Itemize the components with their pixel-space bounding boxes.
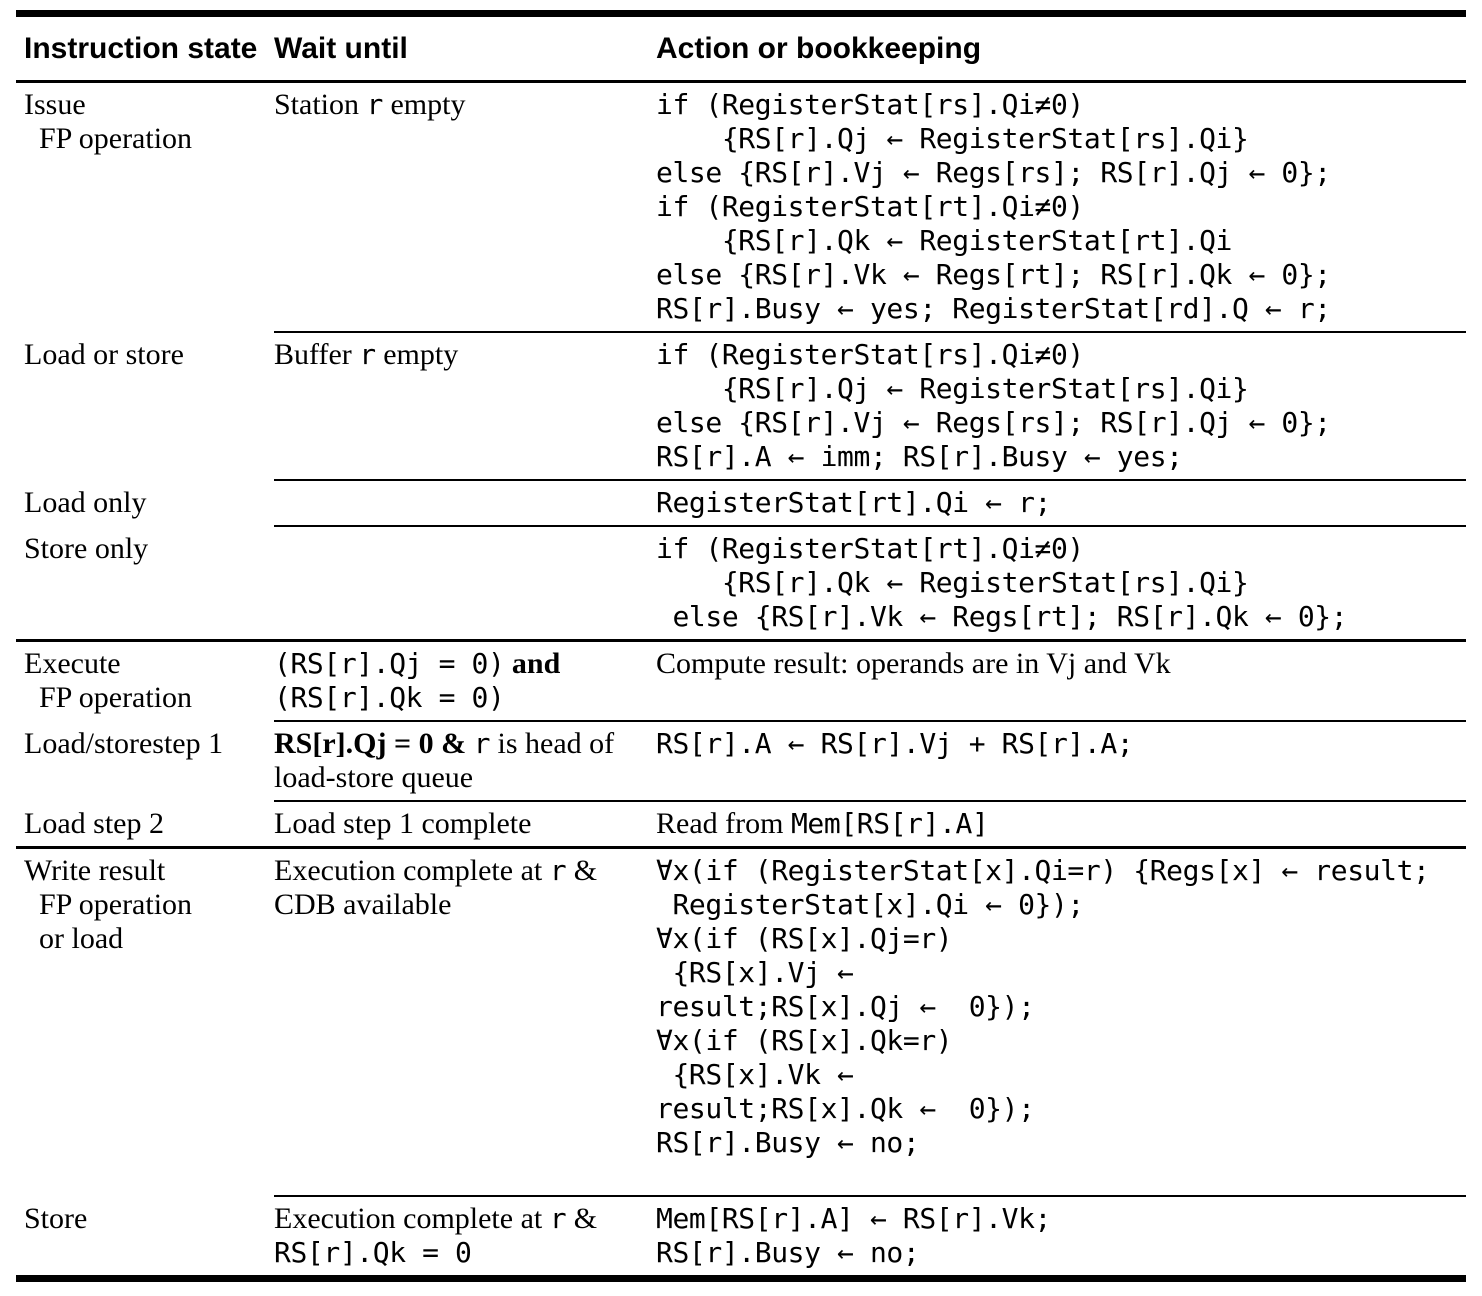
action-line: [656, 372, 1466, 406]
table-bottom-rule: [16, 1275, 1466, 1282]
code-text: if (RegisterStat[rs].Qi≠0): [656, 88, 1084, 121]
label-text: and: [504, 647, 561, 680]
label-text: empty: [375, 338, 459, 371]
action-line: [656, 1024, 1466, 1058]
action-line: [656, 566, 1466, 600]
state-cell: [16, 727, 274, 795]
code-text: else {RS[r].Vk ← Regs[rt]; RS[r].Qk ← 0};: [656, 600, 1348, 633]
code-text: result;RS[x].Qj ← 0});: [656, 990, 1035, 1023]
action-line: [656, 1236, 1466, 1270]
code-text: RegisterStat[rt].Qi ← r;: [656, 486, 1051, 519]
action-line: [656, 292, 1466, 326]
code-text: ∀x(if (RS[x].Qj=r): [656, 922, 953, 955]
action-cell: [656, 338, 1466, 474]
action-line: [656, 190, 1466, 224]
state-cell: [16, 854, 274, 1160]
label-text: Execution complete at: [274, 854, 550, 887]
action-cell: [656, 647, 1466, 715]
table-rows: [16, 83, 1466, 1275]
wait-line: [274, 88, 656, 122]
state-line: FP operation: [39, 122, 193, 155]
wait-cell: [274, 727, 656, 795]
code-text: r: [473, 727, 491, 760]
code-text: RS[r].Qk = 0: [274, 1236, 472, 1269]
action-line: [656, 1058, 1466, 1092]
label-text: is head of load-store queue: [274, 727, 615, 794]
action-line: [656, 440, 1466, 474]
action-line: [656, 922, 1466, 956]
action-line: [656, 1092, 1466, 1126]
state-line: or load: [39, 922, 124, 955]
wait-line: [274, 1236, 656, 1270]
action-line: [656, 854, 1466, 888]
action-cell: [656, 486, 1466, 520]
wait-cell: [274, 338, 656, 474]
code-text: (RS[r].Qk = 0): [274, 681, 505, 714]
wait-line: [274, 727, 656, 795]
wait-cell: [274, 532, 656, 634]
code-text: r: [549, 1202, 567, 1235]
wait-cell: [274, 1202, 656, 1270]
label-text: Compute result: operands are in Vj and Vk: [656, 647, 1171, 680]
code-text: RS[r].A ← imm; RS[r].Busy ← yes;: [656, 440, 1183, 473]
label-text: empty: [382, 88, 466, 121]
table-row: [16, 722, 1466, 800]
table-row: [16, 1197, 1466, 1275]
label-text: & CDB available: [274, 854, 598, 921]
table-top-rule: [16, 10, 1466, 17]
wait-cell: [274, 647, 656, 715]
label-text: Load step 1 complete: [274, 807, 532, 840]
action-line: [656, 88, 1466, 122]
action-cell: [656, 807, 1466, 841]
state-cell: [16, 647, 274, 715]
state-line: Store only: [24, 532, 149, 565]
action-line: [656, 807, 1466, 841]
state-cell: [16, 532, 274, 634]
wait-cell: [274, 854, 656, 1160]
code-text: r: [366, 88, 383, 121]
action-line: [656, 956, 1466, 990]
state-line: Store: [24, 1202, 88, 1235]
state-line: FP operation: [39, 888, 193, 921]
table-row: [16, 802, 1466, 846]
label-text: Buffer: [274, 338, 360, 371]
code-text: {RS[r].Qj ← RegisterStat[rs].Qi}: [656, 372, 1249, 405]
code-text: ∀x(if (RegisterStat[x].Qi=r) {Regs[x] ← result;: [656, 854, 1430, 887]
table-row: [16, 481, 1466, 525]
state-cell: [16, 338, 274, 474]
action-line: [656, 338, 1466, 372]
code-text: {RS[x].Vk ←: [656, 1058, 854, 1091]
action-line: [656, 888, 1466, 922]
code-text: (RS[r].Qj = 0): [274, 647, 505, 680]
action-line: [656, 156, 1466, 190]
state-line: Load or store: [24, 338, 184, 371]
code-text: else {RS[r].Vj ← Regs[rs]; RS[r].Qj ← 0};: [656, 156, 1331, 189]
wait-cell: [274, 88, 656, 326]
state-line: Load/storestep 1: [24, 727, 224, 760]
code-text: RS[r].Busy ← no;: [656, 1126, 920, 1159]
state-cell: [16, 88, 274, 326]
state-line: Execute: [24, 647, 121, 680]
action-line: [656, 600, 1466, 634]
code-text: r: [359, 338, 376, 371]
action-cell: [656, 854, 1466, 1160]
code-text: if (RegisterStat[rs].Qi≠0): [656, 338, 1084, 371]
state-cell: [16, 1202, 274, 1270]
wait-line: [274, 338, 656, 372]
action-cell: [656, 532, 1466, 634]
wait-line: [274, 647, 656, 681]
wait-line: [274, 681, 656, 715]
action-line: [656, 532, 1466, 566]
state-cell: [16, 807, 274, 841]
table-row: [16, 333, 1466, 479]
action-cell: [656, 88, 1466, 326]
code-text: RS[r].Busy ← yes; RegisterStat[rd].Q ← r;: [656, 292, 1331, 325]
wait-line: [274, 854, 656, 922]
state-line: Issue: [24, 88, 86, 121]
code-text: {RS[x].Vj ←: [656, 956, 854, 989]
table-row: [16, 527, 1466, 639]
code-text: {RS[r].Qj ← RegisterStat[rs].Qi}: [656, 122, 1249, 155]
action-line: [656, 406, 1466, 440]
state-line: Load step 2: [24, 807, 164, 840]
label-text: &: [566, 1202, 598, 1235]
action-line: [656, 122, 1466, 156]
code-text: RS[r].A ← RS[r].Vj + RS[r].A;: [656, 727, 1134, 760]
action-line: [656, 224, 1466, 258]
column-header-wait-until: Wait until: [274, 32, 408, 65]
code-text: RegisterStat[x].Qi ← 0});: [656, 888, 1084, 921]
state-line: Load only: [24, 486, 147, 519]
action-line: [656, 258, 1466, 292]
code-text: if (RegisterStat[rt].Qi≠0): [656, 532, 1084, 565]
action-line: [656, 1202, 1466, 1236]
wait-cell: [274, 486, 656, 520]
wait-line: [274, 807, 656, 841]
code-text: Mem[RS[r].A]: [790, 807, 989, 840]
code-text: result;RS[x].Qk ← 0});: [656, 1092, 1035, 1125]
state-line: FP operation: [39, 681, 193, 714]
action-line: [656, 647, 1466, 681]
code-text: {RS[r].Qk ← RegisterStat[rs].Qi}: [656, 566, 1249, 599]
action-cell: [656, 1202, 1466, 1270]
state-cell: [16, 486, 274, 520]
code-text: else {RS[r].Vj ← Regs[rs]; RS[r].Qj ← 0};: [656, 406, 1331, 439]
code-text: r: [549, 854, 567, 887]
code-text: ∀x(if (RS[x].Qk=r): [656, 1024, 953, 1057]
table-row: [16, 83, 1466, 331]
code-text: Mem[RS[r].A] ← RS[r].Vk;: [656, 1202, 1051, 1235]
action-cell: [656, 727, 1466, 795]
code-text: else {RS[r].Vk ← Regs[rt]; RS[r].Qk ← 0};: [656, 258, 1331, 291]
action-line: [656, 486, 1466, 520]
wait-cell: [274, 807, 656, 841]
action-line: [656, 727, 1466, 761]
code-text: RS[r].Busy ← no;: [656, 1236, 920, 1269]
action-line: [656, 1126, 1466, 1160]
table-row: [16, 849, 1466, 1195]
wait-line: [274, 1202, 656, 1236]
action-line: [656, 990, 1466, 1024]
label-text: Execution complete at: [274, 1202, 550, 1235]
code-text: {RS[r].Qk ← RegisterStat[rt].Qi: [656, 224, 1233, 257]
label-text: Read from: [656, 807, 791, 840]
label-text: Station: [274, 88, 367, 121]
label-text: RS[r].Qj = 0 &: [274, 727, 474, 760]
column-header-instruction-state: Instruction state: [24, 32, 258, 65]
code-text: if (RegisterStat[rt].Qi≠0): [656, 190, 1084, 223]
column-header-action-or-bookkeeping: Action or bookkeeping: [656, 32, 982, 65]
table-header-row: [16, 17, 1466, 80]
table-row: [16, 642, 1466, 720]
state-line: Write result: [24, 854, 166, 887]
